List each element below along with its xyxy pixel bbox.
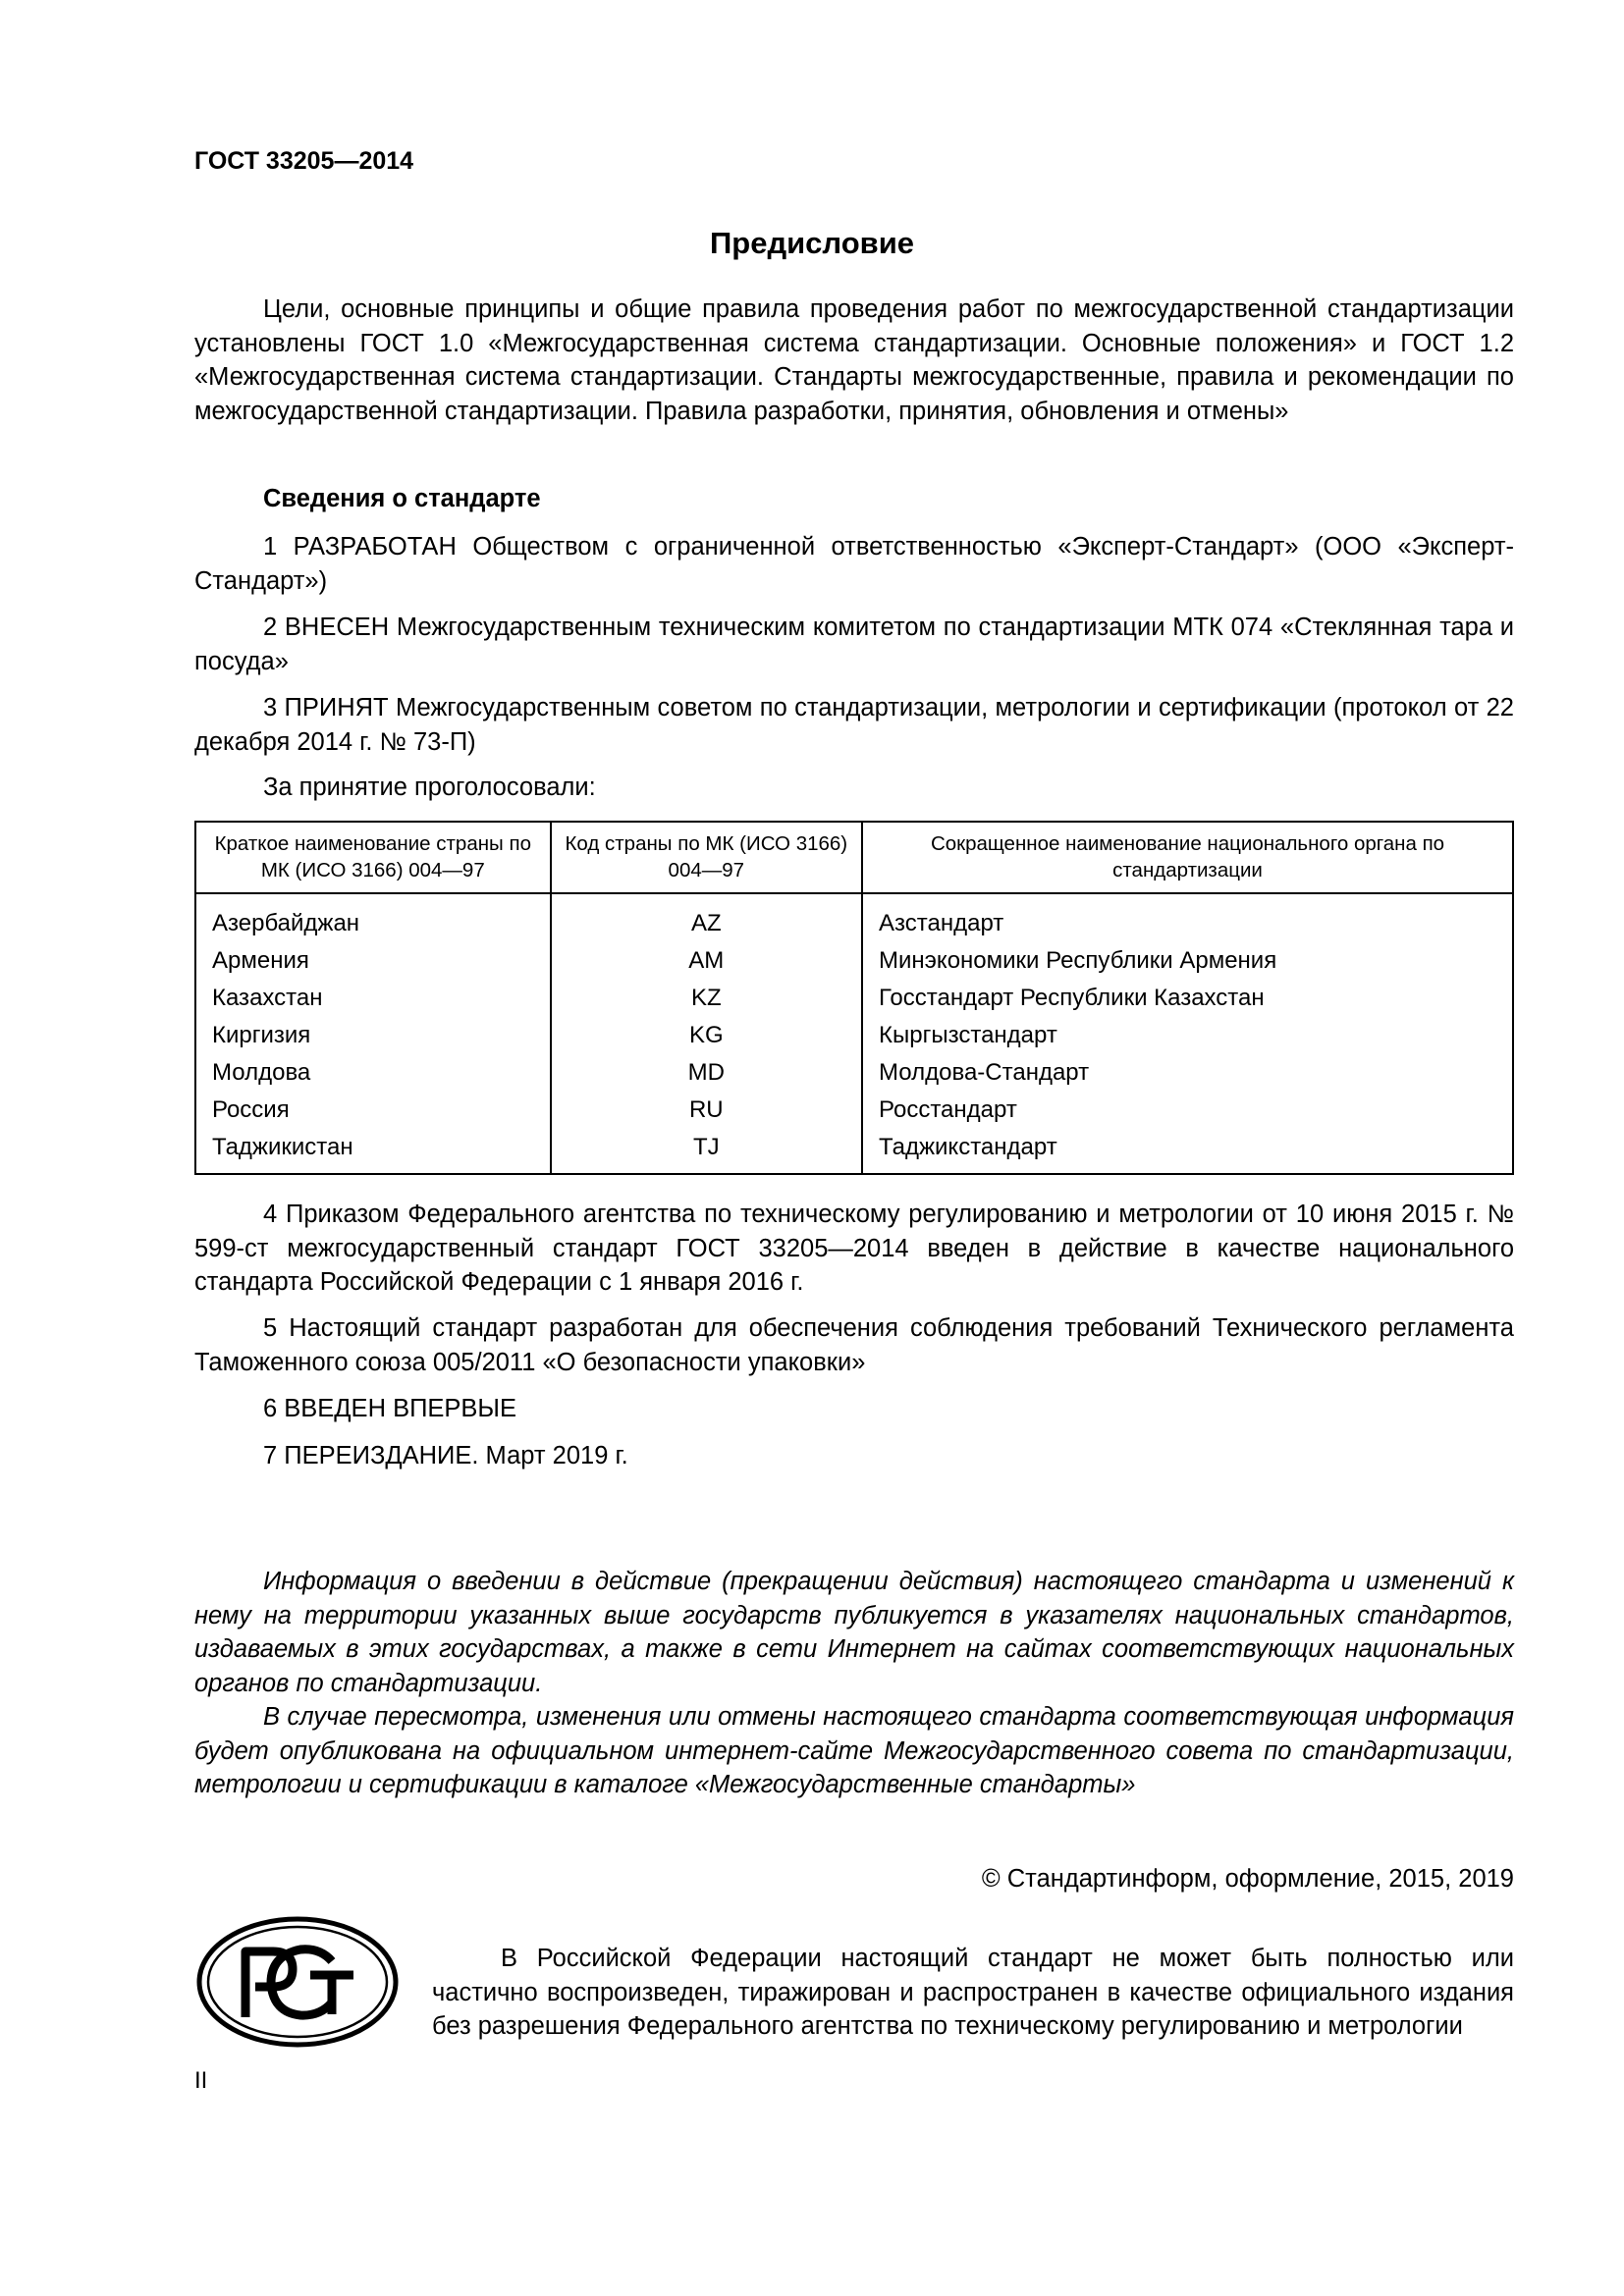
cell-code: MD [551,1054,862,1092]
page-number: II [194,2067,208,2094]
cell-country: Армения [195,942,551,980]
table-row [195,980,1513,1017]
cell-country: Азербайджан [195,893,551,942]
cell-country: Казахстан [195,980,551,1017]
page-title: Предисловие [709,226,914,260]
table-row [195,1092,1513,1129]
vote-label: За принятие проголосовали: [263,774,596,801]
cell-body: Госстандарт Республики Казахстан [862,980,1513,1017]
item-3: 3 ПРИНЯТ Межгосударственным советом по стандартизации, метрологии и сертификации (протокол от 22 декабря 2014 г. № 73-П) [194,694,1514,756]
notice-paragraph-2: В случае пересмотра, изменения или отмены настоящего стандарта соответствующая информация будет опубликована на официальном интернет-сайте Межгосударственного совета по стандартизации, метрологии и сертификации в каталоге «Межгосударственные стандарты» [194,1703,1514,1798]
info-heading: Сведения о стандарте [263,485,541,512]
item-1: 1 РАЗРАБОТАН Обществом с ограниченной ответственностью «Эксперт-Стандарт» (ООО «Эксперт-Стандарт») [194,533,1514,595]
item-5: 5 Настоящий стандарт разработан для обеспечения соблюдения требований Технического регламента Таможенного союза 005/2011 «О безопасности упаковки» [194,1314,1514,1376]
item-7: 7 ПЕРЕИЗДАНИЕ. Март 2019 г. [263,1442,628,1469]
table-row [195,1054,1513,1092]
cell-code: AM [551,942,862,980]
table-row [195,942,1513,980]
voting-table [194,821,1514,1175]
item-6: 6 ВВЕДЕН ВПЕРВЫЕ [263,1395,517,1422]
table-header-row [195,822,1513,893]
cell-code: TJ [551,1129,862,1174]
cell-country: Россия [195,1092,551,1129]
notice-paragraph-1: Информация о введении в действие (прекращении действия) настоящего стандарта и изменений к нему на территории указанных выше государств публикуется в указателях национальных стандартов, издаваемых в этих государствах, а также в сети Интернет на сайтах соответствующих национальных органов по стандартизации. [194,1568,1514,1697]
document-code: ГОСТ 33205—2014 [194,147,414,175]
table-row [195,1017,1513,1054]
cell-code: AZ [551,893,862,942]
cell-code: KG [551,1017,862,1054]
table-row [195,1129,1513,1174]
cell-country: Киргизия [195,1017,551,1054]
rights-paragraph: В Российской Федерации настоящий стандарт не может быть полностью или частично воспроизведен, тиражирован и распространен в качестве официального издания без разрешения Федерального агентства по техническому регулированию и метрологии [432,1945,1514,2040]
column-header-body: Сокращенное наименование национального органа по стандартизации [862,822,1513,893]
copyright-line: © Стандартинформ, оформление, 2015, 2019 [981,1865,1514,1893]
cell-code: KZ [551,980,862,1017]
intro-paragraph: Цели, основные принципы и общие правила проведения работ по межгосударственной стандартизации установлены ГОСТ 1.0 «Межгосударственная система стандартизации. Основные положения» и ГОСТ 1.2 «Межгосударственная система стандартизации. Стандарты межгосударственные, правила и рекомендации по межгосударственной стандартизации. Правила разработки, принятия, обновления и отмены» [194,295,1514,425]
cell-code: RU [551,1092,862,1129]
cell-country: Таджикистан [195,1129,551,1174]
cell-country: Молдова [195,1054,551,1092]
cell-body: Кыргызстандарт [862,1017,1513,1054]
cell-body: Минэкономики Республики Армения [862,942,1513,980]
item-2: 2 ВНЕСЕН Межгосударственным техническим комитетом по стандартизации МТК 074 «Стеклянная тара и посуда» [194,614,1514,675]
item-4: 4 Приказом Федерального агентства по техническому регулированию и метрологии от 10 июня 2015 г. № 599-ст межгосударственный стандарт ГОСТ 33205—2014 введен в действие в качестве национального стандарта Российской Федерации с 1 января 2016 г. [194,1201,1514,1296]
column-header-country: Краткое наименование страны по МК (ИСО 3166) 004—97 [195,822,551,893]
column-header-code: Код страны по МК (ИСО 3166) 004—97 [551,822,862,893]
cell-body: Росстандарт [862,1092,1513,1129]
cell-body: Азстандарт [862,893,1513,942]
cell-body: Молдова-Стандарт [862,1054,1513,1092]
cell-body: Таджикстандарт [862,1129,1513,1174]
rst-mark-icon [194,1914,401,2050]
table-row [195,893,1513,942]
